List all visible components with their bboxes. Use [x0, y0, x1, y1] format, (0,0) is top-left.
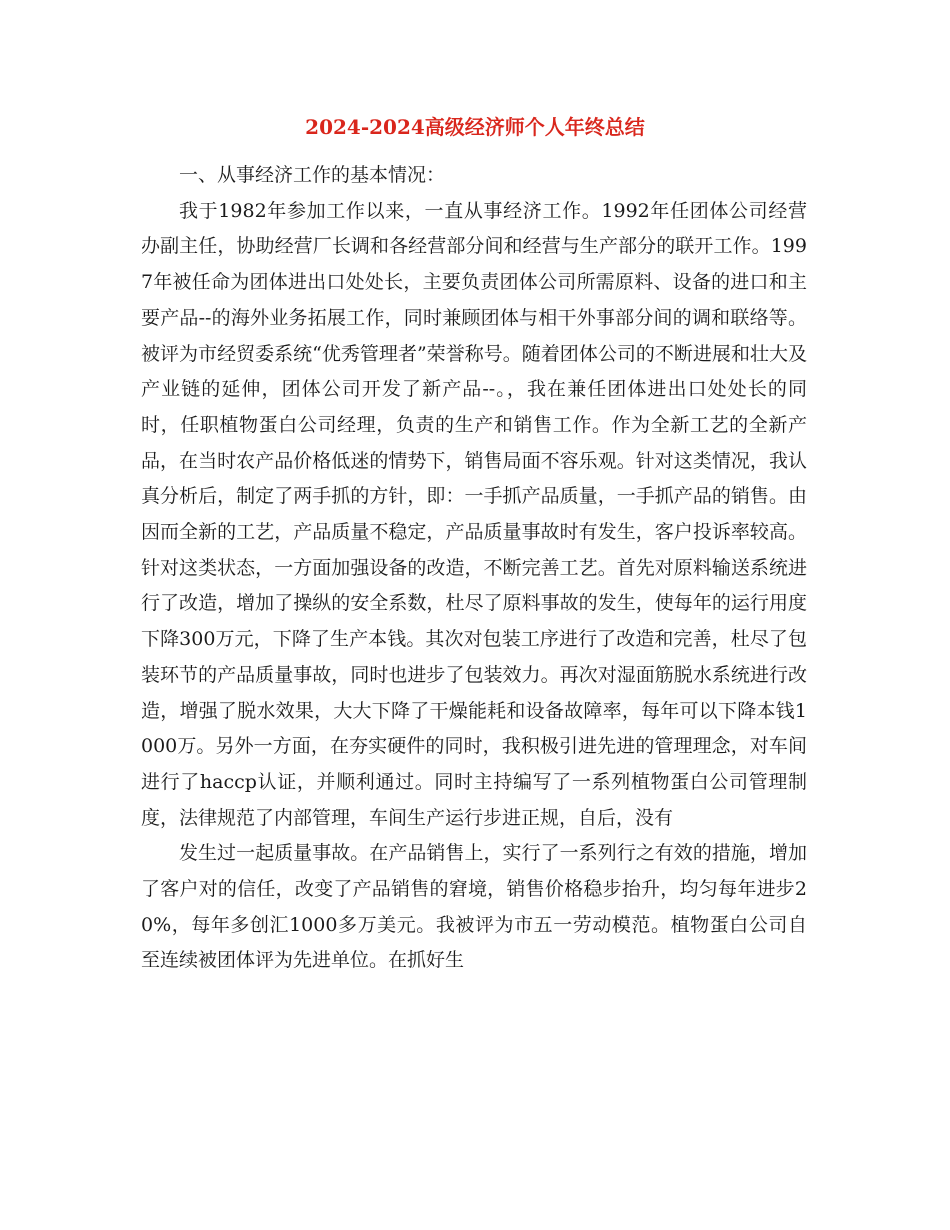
- section-heading: 一、从事经济工作的基本情况：: [179, 164, 446, 186]
- body-paragraph: 发生过一起质量事故。在产品销售上，实行了一系列行之有效的措施，增加了客户对的信任，改变了产品销售的窘境，销售价格稳步抬升，均匀每年进步20%，每年多创汇1000多万美元。我被评为市五一劳动模范。植物蛋白公司自至连续被团体评为先进单位。在抓好生: [141, 842, 807, 972]
- document-body: [141, 158, 807, 979]
- body-paragraph: 我于1982年参加工作以来，一直从事经济工作。1992年任团体公司经营办副主任，协助经营厂长调和各经营部分间和经营与生产部分的联开工作。1997年被任命为团体进出口处处长，主要负责团体公司所需原料、设备的进口和主要产品--的海外业务拓展工作，同时兼顾团体与相干外事部分间的调和联络等。被评为市经贸委系统“优秀管理者”荣誉称号。随着团体公司的不断进展和壮大及产业链的延伸，团体公司开发了新产品--。，我在兼任团体进出口处处长的同时，任职植物蛋白公司经理，负责的生产和销售工作。作为全新工艺的全新产品，在当时农产品价格低迷的情势下，销售局面不容乐观。针对这类情况，我认真分析后，制定了两手抓的方针，即：一手抓产品质量，一手抓产品的销售。由因而全新的工艺，产品质量不稳定，产品质量事故时有发生，客户投诉率较高。针对这类状态，一方面加强设备的改造，不断完善工艺。首先对原料输送系统进行了改造，增加了操纵的安全系数，杜尽了原料事故的发生，使每年的运行用度下降300万元，下降了生产本钱。其次对包装工序进行了改造和完善，杜尽了包装环节的产品质量事故，同时也进步了包装效力。再次对湿面筋脱水系统进行改造，增强了脱水效果，大大下降了干燥能耗和设备故障率，每年可以下降本钱1000万。另外一方面，在夯实硬件的同时，我积极引进先进的管理理念，对车间进行了haccp认证，并顺利通过。同时主持编写了一系列植物蛋白公司管理制度，法律规范了内部管理，车间生产运行步进正规，自后，没有: [141, 199, 807, 829]
- document-title: 2024-2024高级经济师个人年终总结: [305, 115, 645, 139]
